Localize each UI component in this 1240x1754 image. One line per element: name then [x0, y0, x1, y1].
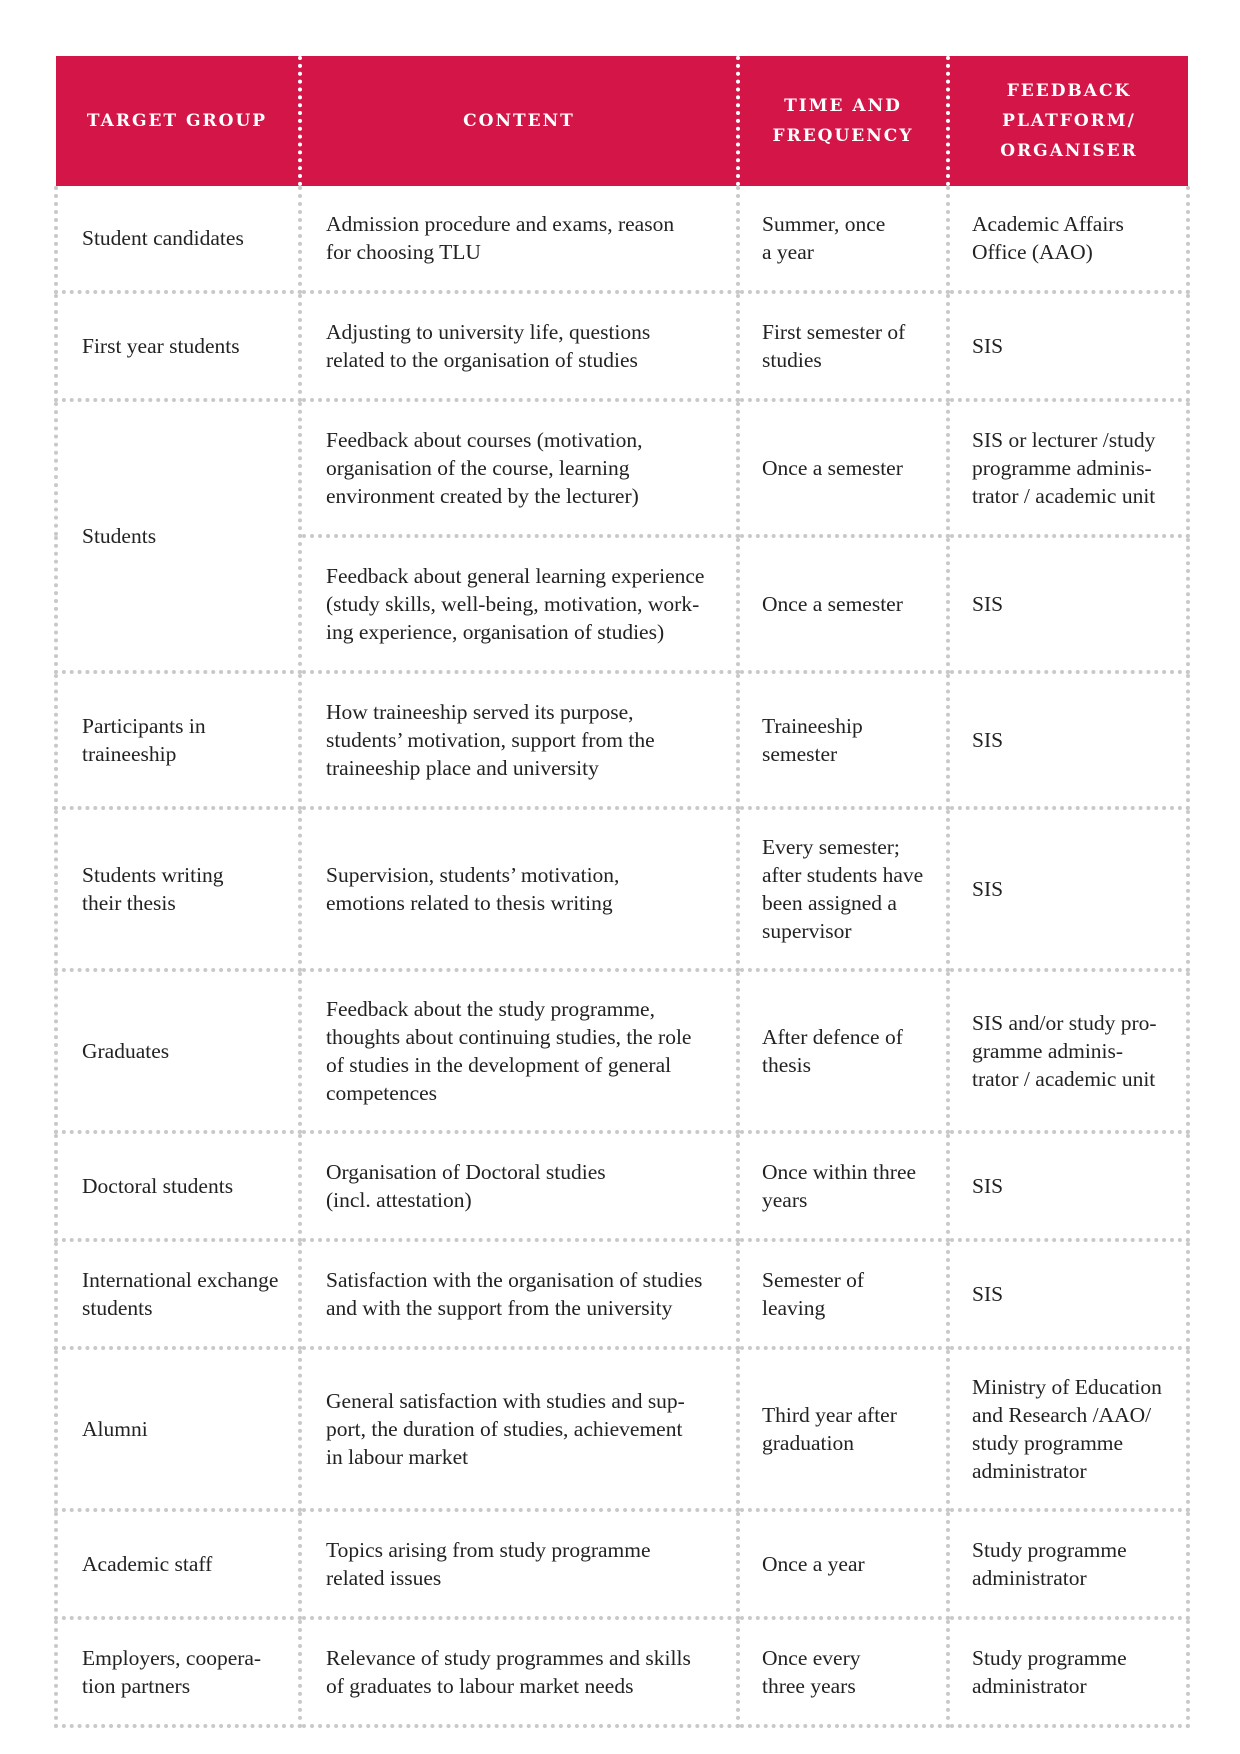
target-group-cell: Graduates [56, 970, 300, 1132]
time-frequency-cell: Third year after graduation [738, 1348, 948, 1510]
time-frequency-cell: Once a year [738, 1510, 948, 1618]
header-line: FREQUENCY [772, 126, 914, 146]
time-frequency-cell: First semester of studies [738, 292, 948, 400]
table-row [56, 808, 1188, 970]
organiser-cell: Ministry of Education and Research /AAO/ study programme administrator [948, 1348, 1188, 1510]
feedback-table [54, 56, 1190, 1728]
table-row [56, 1618, 1188, 1726]
header-line: CONTENT [463, 111, 575, 131]
content-cell: Feedback about courses (motivation, organisation of the course, learning environment created by the lecturer) [300, 400, 738, 536]
target-group-cell: Academic staff [56, 1510, 300, 1618]
content-cell: How traineeship served its purpose, students’ motivation, support from the traineeship place and university [300, 672, 738, 808]
organiser-cell: Study programme administrator [948, 1510, 1188, 1618]
table-header [56, 56, 1188, 186]
time-frequency-cell: Every semester; after students have been assigned a supervisor [738, 808, 948, 970]
organiser-cell: Academic Affairs Office (AAO) [948, 186, 1188, 292]
time-frequency-cell: Summer, once a year [738, 186, 948, 292]
header-content [300, 56, 738, 186]
table-row [56, 1240, 1188, 1348]
content-cell: Relevance of study programmes and skills of graduates to labour market needs [300, 1618, 738, 1726]
time-frequency-cell: Traineeship semester [738, 672, 948, 808]
target-group-cell: International exchange students [56, 1240, 300, 1348]
time-frequency-cell: Once a semester [738, 536, 948, 672]
table-row [56, 1132, 1188, 1240]
target-group-cell: Doctoral students [56, 1132, 300, 1240]
header-line: PLATFORM/ [1002, 111, 1136, 131]
time-frequency-cell: Once within three years [738, 1132, 948, 1240]
table-row [56, 1510, 1188, 1618]
organiser-cell: SIS [948, 672, 1188, 808]
content-cell: Adjusting to university life, questions related to the organisation of studies [300, 292, 738, 400]
content-cell: Admission procedure and exams, reason for choosing TLU [300, 186, 738, 292]
header-line: TIME AND [784, 96, 902, 116]
content-cell: Feedback about the study programme, thoughts about continuing studies, the role of studies in the development of general competences [300, 970, 738, 1132]
organiser-cell: SIS [948, 536, 1188, 672]
table-row [56, 400, 1188, 536]
content-cell: Organisation of Doctoral studies (incl. attestation) [300, 1132, 738, 1240]
content-cell: General satisfaction with studies and sup- port, the duration of studies, achievement in labour market [300, 1348, 738, 1510]
header-time-frequency [738, 56, 948, 186]
time-frequency-cell: Semester of leaving [738, 1240, 948, 1348]
header-row [56, 56, 1188, 186]
table-row [56, 970, 1188, 1132]
table-row [56, 672, 1188, 808]
target-group-cell: Employers, coopera- tion partners [56, 1618, 300, 1726]
organiser-cell: SIS or lecturer /study programme adminis- trator / academic unit [948, 400, 1188, 536]
content-cell: Feedback about general learning experience (study skills, well-being, motivation, work- ing experience, organisation of studies) [300, 536, 738, 672]
content-cell: Satisfaction with the organisation of studies and with the support from the university [300, 1240, 738, 1348]
table-row [56, 292, 1188, 400]
content-cell: Topics arising from study programme related issues [300, 1510, 738, 1618]
header-feedback-organiser [948, 56, 1188, 186]
table-row [56, 1348, 1188, 1510]
content-cell: Supervision, students’ motivation, emotions related to thesis writing [300, 808, 738, 970]
target-group-cell: Participants in traineeship [56, 672, 300, 808]
organiser-cell: SIS [948, 808, 1188, 970]
time-frequency-cell: After defence of thesis [738, 970, 948, 1132]
table-row [56, 186, 1188, 292]
target-group-cell: Students [56, 400, 300, 672]
organiser-cell: SIS [948, 292, 1188, 400]
organiser-cell: SIS and/or study pro- gramme adminis- trator / academic unit [948, 970, 1188, 1132]
header-line: ORGANISER [1000, 141, 1138, 161]
target-group-cell: First year students [56, 292, 300, 400]
header-target-group [56, 56, 300, 186]
table-body [56, 186, 1188, 1726]
organiser-cell: Study programme administrator [948, 1618, 1188, 1726]
target-group-cell: Alumni [56, 1348, 300, 1510]
header-line: FEEDBACK [1006, 81, 1132, 101]
time-frequency-cell: Once a semester [738, 400, 948, 536]
target-group-cell: Students writing their thesis [56, 808, 300, 970]
target-group-cell: Student candidates [56, 186, 300, 292]
organiser-cell: SIS [948, 1132, 1188, 1240]
organiser-cell: SIS [948, 1240, 1188, 1348]
header-line: TARGET GROUP [86, 111, 268, 131]
time-frequency-cell: Once every three years [738, 1618, 948, 1726]
